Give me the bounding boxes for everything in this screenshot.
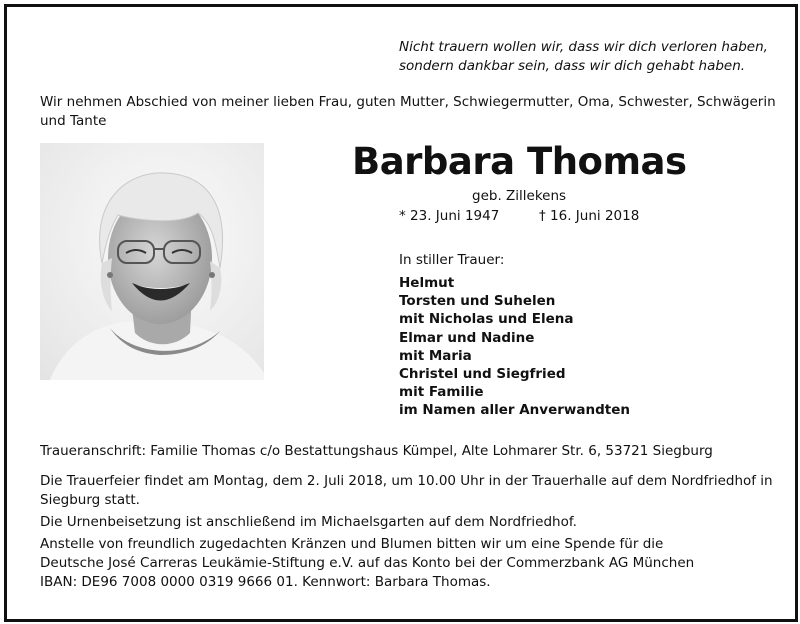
donation-line: Anstelle von freundlich zugedachten Kränzen und Blumen bitten wir um eine Spende für die <box>40 536 664 552</box>
memorial-quote <box>399 38 768 76</box>
urn-burial-info: Die Urnenbeisetzung ist anschließend im Michaelsgarten auf dem Nordfriedhof. <box>40 514 577 530</box>
deceased-name: Barbara Thomas <box>352 140 687 183</box>
mourning-address: Traueranschrift: Familie Thomas c/o Bestattungshaus Kümpel, Alte Lohmarer Str. 6, 53721 Siegburg <box>40 443 713 459</box>
mourning-label: In stiller Trauer: <box>399 252 505 268</box>
quote-line: sondern dankbar sein, dass wir dich gehabt haben. <box>399 58 746 74</box>
intro-line: Wir nehmen Abschied von meiner lieben Frau, guten Mutter, Schwiegermutter, Oma, Schwester, Schwägerin <box>40 94 776 110</box>
mourner: mit Familie <box>399 384 484 401</box>
mourner: mit Nicholas und Elena <box>399 311 574 328</box>
donation-line: Deutsche José Carreras Leukämie-Stiftung e.V. auf das Konto bei der Commerzbank AG München <box>40 555 695 571</box>
donation-line: IBAN: DE96 7008 0000 0319 9666 01. Kennwort: Barbara Thomas. <box>40 574 491 590</box>
mourner: Torsten und Suhelen <box>399 293 556 310</box>
mourners-list <box>399 274 630 420</box>
service-line: Siegburg statt. <box>40 492 140 508</box>
birth-name: geb. Zillekens <box>472 188 567 204</box>
farewell-intro <box>40 93 776 131</box>
birth-date: * 23. Juni 1947 <box>399 208 500 224</box>
mourner: Christel und Siegfried <box>399 366 566 383</box>
portrait-photo <box>40 143 264 380</box>
donation-request <box>40 535 694 592</box>
service-line: Die Trauerfeier findet am Montag, dem 2. Juli 2018, um 10.00 Uhr in der Trauerhalle auf dem Nordfriedhof in <box>40 473 773 489</box>
quote-line: Nicht trauern wollen wir, dass wir dich verloren haben, <box>399 39 768 55</box>
intro-line: und Tante <box>40 113 107 129</box>
mourner: im Namen aller Anverwandten <box>399 402 630 419</box>
death-date: † 16. Juni 2018 <box>539 208 640 224</box>
mourner: mit Maria <box>399 347 472 364</box>
funeral-service-info <box>40 472 773 510</box>
mourner: Elmar und Nadine <box>399 329 535 346</box>
mourner: Helmut <box>399 275 455 291</box>
